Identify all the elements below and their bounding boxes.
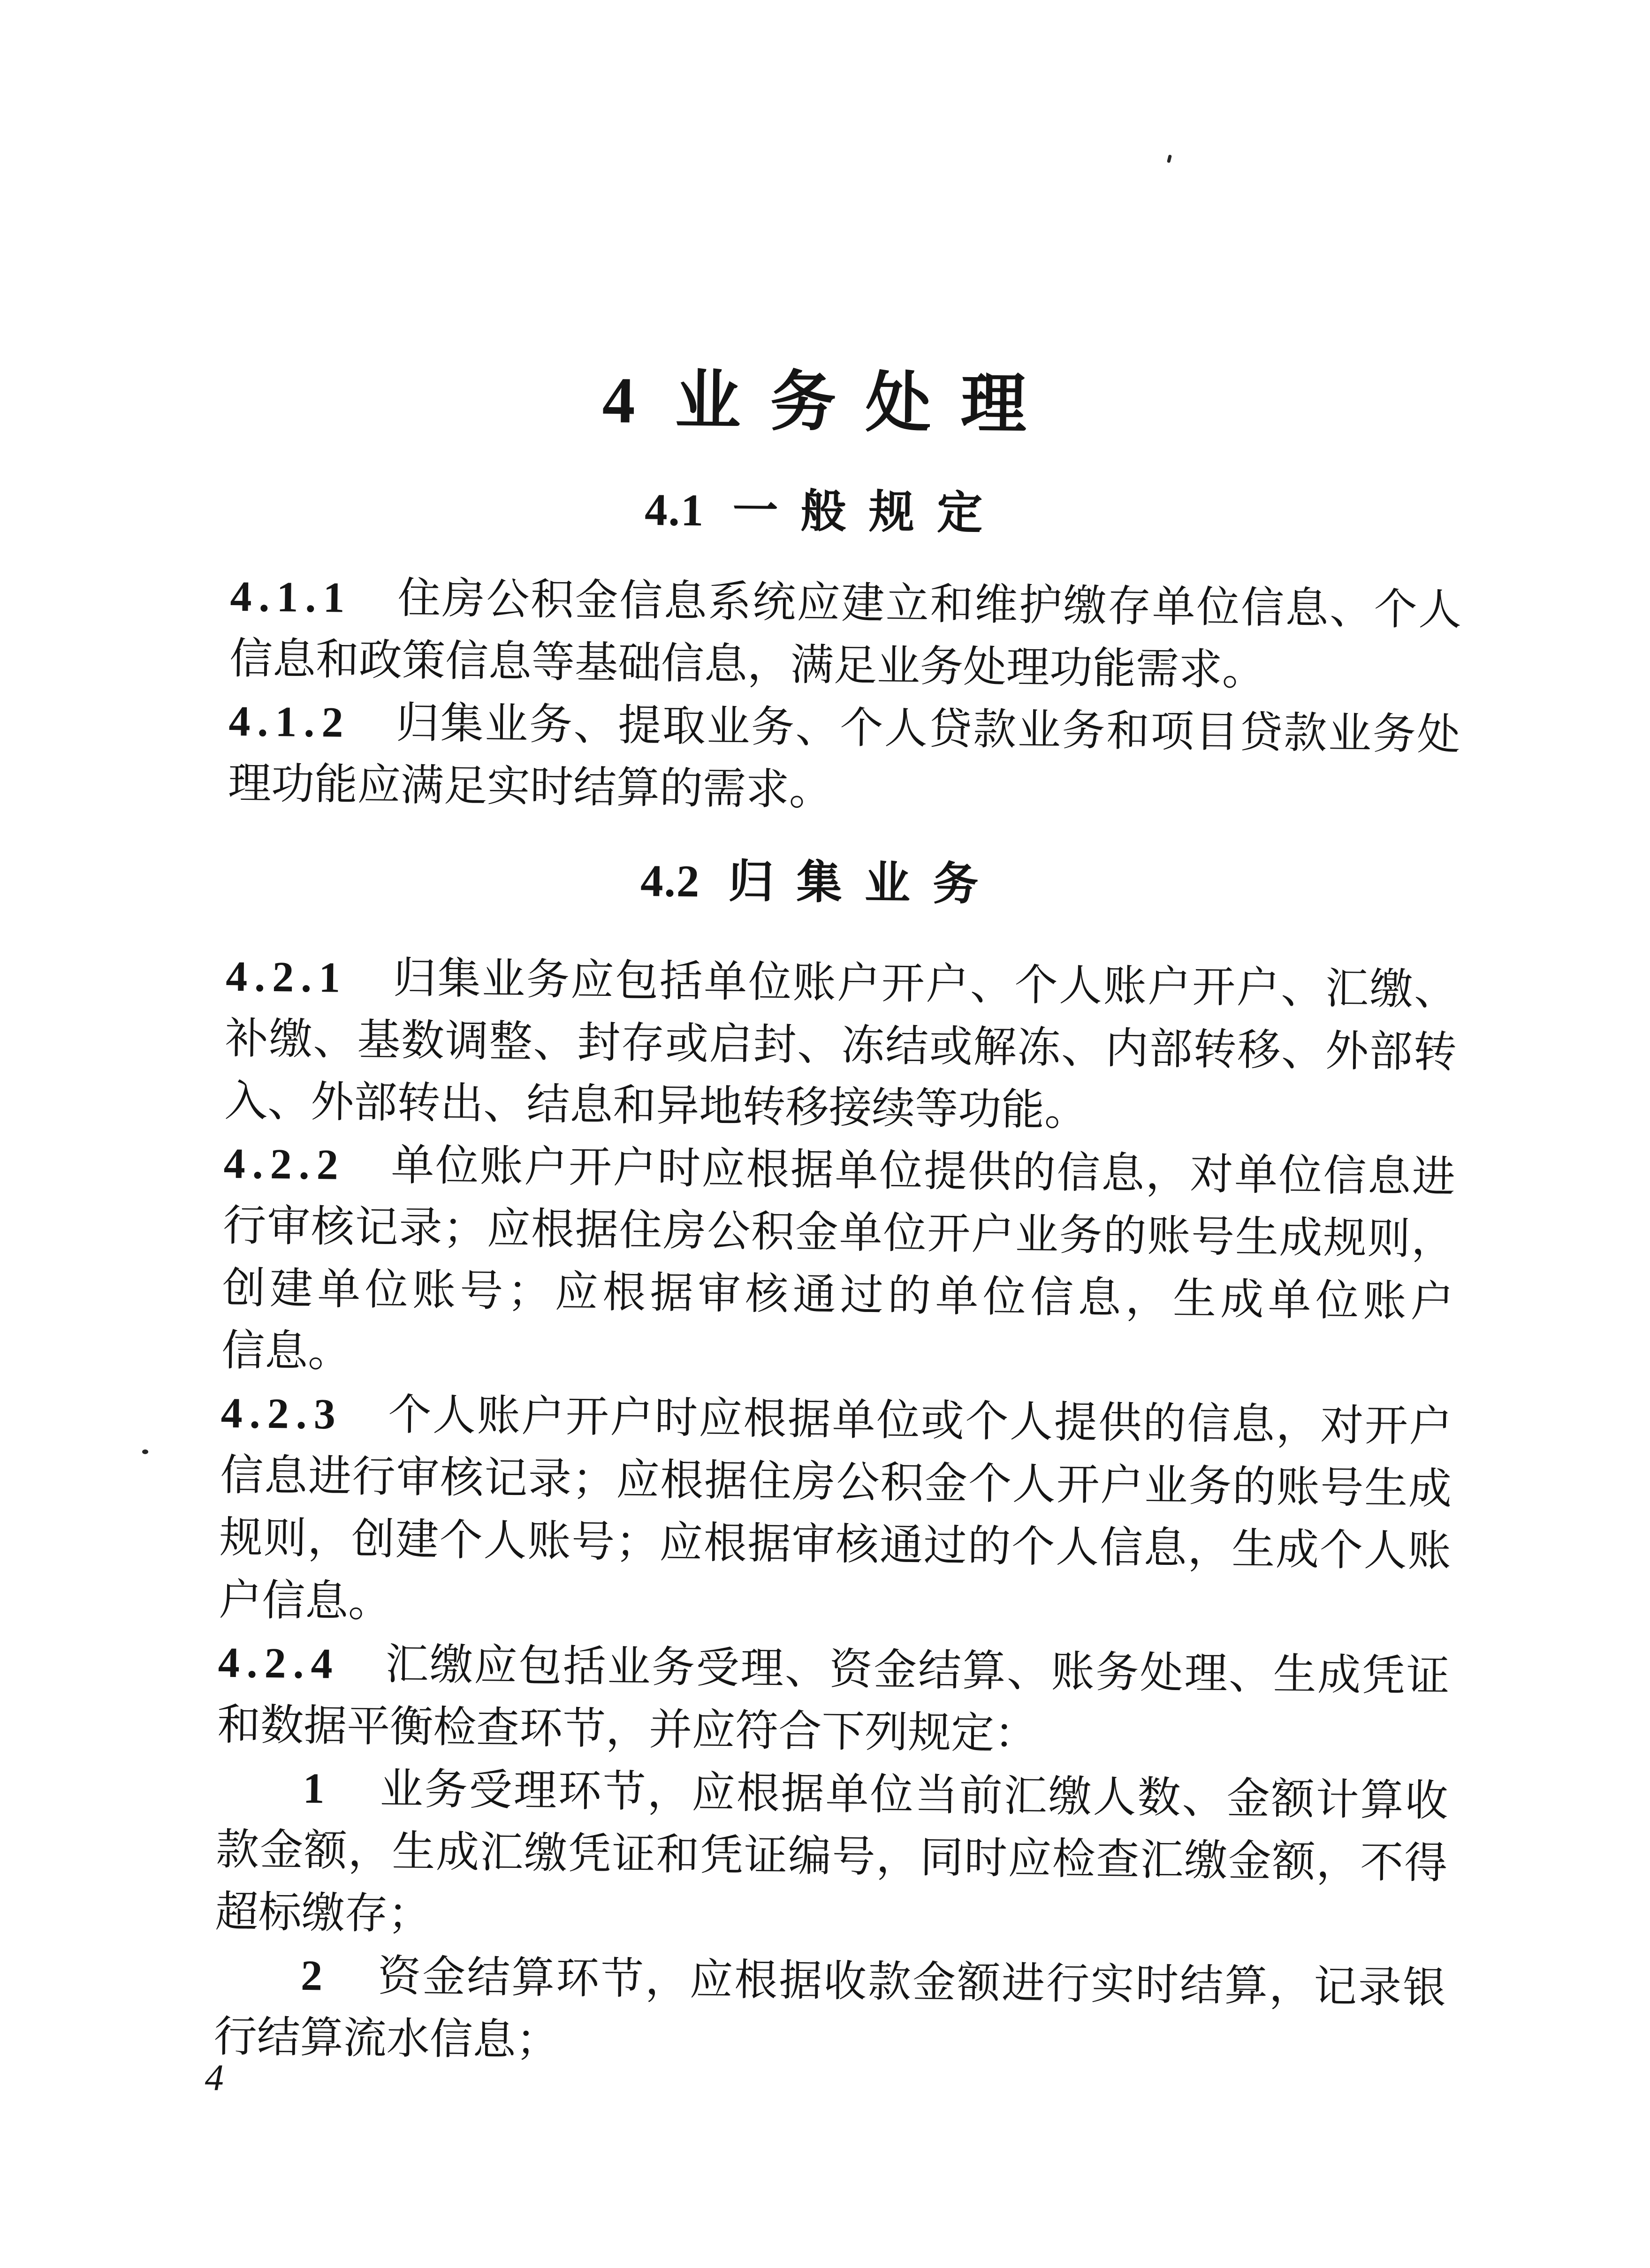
line-text: 入、外部转出、结息和异地转移接续等功能。 — [224, 1077, 1088, 1135]
line-text: 款金额，生成汇缴凭证和凭证编号，同时应检查汇缴金额，不得 — [215, 1825, 1448, 1888]
line-text: 和数据平衡检查环节，并应符合下列规定： — [217, 1700, 1038, 1758]
section-heading-4-2 — [196, 850, 1428, 916]
paragraph-block — [228, 565, 1462, 829]
clause-number: 4.2.4 — [218, 1638, 340, 1688]
line-text: 个人账户开户时应根据单位或个人提供的信息，对开户 — [387, 1390, 1453, 1451]
line-text: 理功能应满足实时结算的需求。 — [228, 759, 833, 814]
section-number: 4.2 — [640, 855, 701, 907]
line-text: 超标缴存； — [215, 1888, 432, 1938]
line-text: 行审核记录；应根据住房公积金单位开户业务的账号生成规则， — [222, 1201, 1455, 1264]
clause-number: 4.2.1 — [225, 952, 348, 1001]
chapter-title — [202, 361, 1434, 445]
line-text: 信息。 — [221, 1326, 351, 1376]
scan-speck-icon — [142, 1449, 148, 1454]
clause-number: 4.2.2 — [223, 1139, 346, 1189]
clause-number: 4.1.2 — [228, 697, 351, 746]
item-number: 1 — [303, 1764, 325, 1813]
line-text: 汇缴应包括业务受理、资金结算、账务处理、生成凭证 — [384, 1640, 1450, 1700]
clause-number: 4.1.1 — [230, 572, 352, 622]
page-number: 4 — [205, 2057, 224, 2099]
line-text: 行结算流水信息； — [213, 2012, 560, 2065]
section-heading-4-1 — [200, 479, 1432, 545]
line-text: 归集业务、提取业务、个人贷款业务和项目贷款业务处 — [394, 698, 1460, 759]
line-text: 信息和政策信息等基础信息，满足业务处理功能需求。 — [229, 634, 1266, 694]
line-text: 业务受理环节，应根据单位当前汇缴人数、金额计算收 — [378, 1765, 1449, 1825]
section-number: 4.1 — [644, 484, 705, 536]
text-column — [205, 0, 1468, 2268]
line-text: 补缴、基数调整、封存或启封、冻结或解冻、内部转移、外部转 — [225, 1014, 1457, 1077]
item-number: 2 — [300, 1951, 323, 2000]
section-title-text: 一 般 规 定 — [732, 485, 988, 539]
chapter-title-text: 业 务 处 理 — [674, 364, 1034, 442]
line-text: 规则，创建个人账号；应根据审核通过的个人信息，生成个人账 — [219, 1513, 1452, 1576]
line-text: 住房公积金信息系统应建立和维护缴存单位信息、个人 — [395, 574, 1462, 634]
paragraph-block — [213, 945, 1458, 2082]
line-text: 户信息。 — [218, 1576, 392, 1626]
line-text: 信息进行审核记录；应根据住房公积金个人开户业务的账号生成 — [220, 1451, 1452, 1513]
line-text: 归集业务应包括单位账户开户、个人账户开户、汇缴、 — [391, 954, 1458, 1014]
clause-number: 4.2.3 — [221, 1388, 343, 1438]
line-text: 资金结算环节，应根据收款金额进行实时结算，记录银 — [376, 1952, 1446, 2012]
section-title-text: 归 集 业 务 — [728, 857, 984, 910]
line-text: 创建单位账号；应根据审核通过的单位信息，生成单位账户 — [222, 1264, 1454, 1326]
line-text: 单位账户开户时应根据单位提供的信息，对单位信息进 — [389, 1141, 1456, 1201]
chapter-number: 4 — [601, 364, 636, 437]
